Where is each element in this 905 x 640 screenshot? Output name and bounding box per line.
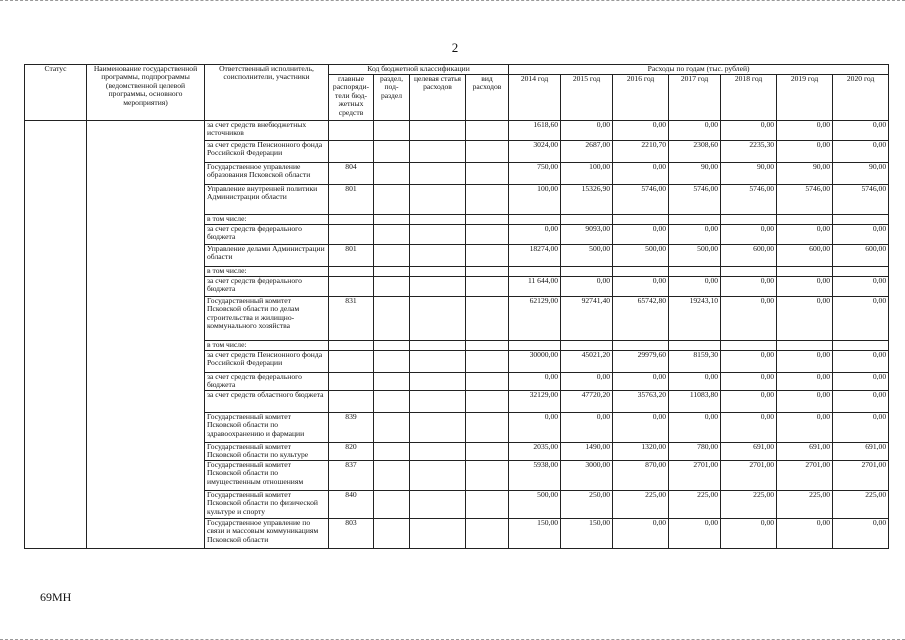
expense-value-cell: 0,00 (669, 225, 721, 245)
empty-code-cell (374, 121, 410, 141)
expense-value-cell: 19243,10 (669, 297, 721, 341)
expense-value-cell: 0,00 (777, 351, 833, 373)
empty-code-cell (466, 351, 509, 373)
expense-value-cell: 2701,00 (833, 461, 889, 491)
header-code-type: вид расходов (466, 75, 509, 121)
empty-code-cell (466, 185, 509, 215)
header-year-2020: 2020 год (833, 75, 889, 121)
expense-value-cell: 0,00 (669, 121, 721, 141)
expense-value-cell: 0,00 (561, 121, 613, 141)
empty-code-cell (410, 461, 466, 491)
expense-value-cell: 15326,90 (561, 185, 613, 215)
expense-value-cell: 5746,00 (613, 185, 669, 215)
expense-value-cell: 1618,60 (509, 121, 561, 141)
empty-code-cell (410, 341, 466, 351)
expense-value-cell: 780,00 (669, 443, 721, 461)
budget-code-cell: 839 (329, 413, 374, 443)
empty-code-cell (466, 163, 509, 185)
expense-value-cell: 225,00 (669, 491, 721, 519)
expense-value-cell: 0,00 (561, 413, 613, 443)
expense-value-cell: 0,00 (509, 225, 561, 245)
expense-value-cell: 2308,60 (669, 141, 721, 163)
expense-value-cell: 0,00 (833, 225, 889, 245)
header-name: Наименование государственной программы, подпрограммы (ведомственной целевой программы, основного мероприятия) (87, 65, 205, 121)
budget-table (24, 64, 889, 549)
expense-value-cell (561, 341, 613, 351)
expense-value-cell (721, 215, 777, 225)
expense-value-cell (777, 341, 833, 351)
expense-value-cell (613, 215, 669, 225)
expense-value-cell: 0,00 (561, 373, 613, 391)
expense-value-cell: 5938,00 (509, 461, 561, 491)
expense-value-cell (669, 267, 721, 277)
budget-code-cell (329, 391, 374, 413)
header-status: Статус (25, 65, 87, 121)
responsible-cell: Государственный комитет Псковской области по здравоохранению и фармации (205, 413, 329, 443)
expense-value-cell: 100,00 (561, 163, 613, 185)
empty-code-cell (374, 141, 410, 163)
expense-value-cell (721, 341, 777, 351)
scan-bottom-edge (0, 634, 905, 640)
expense-value-cell: 0,00 (833, 413, 889, 443)
budget-code-cell (329, 121, 374, 141)
header-year-2016: 2016 год (613, 75, 669, 121)
expense-value-cell: 0,00 (777, 373, 833, 391)
budget-code-cell (329, 267, 374, 277)
empty-code-cell (410, 351, 466, 373)
expense-value-cell: 0,00 (721, 373, 777, 391)
scan-top-edge (0, 0, 905, 6)
expense-value-cell: 500,00 (509, 491, 561, 519)
expense-value-cell: 2701,00 (777, 461, 833, 491)
empty-code-cell (466, 245, 509, 267)
empty-code-cell (374, 163, 410, 185)
expense-value-cell: 600,00 (833, 245, 889, 267)
expense-value-cell: 225,00 (777, 491, 833, 519)
expense-value-cell: 0,00 (721, 121, 777, 141)
expense-value-cell: 90,00 (721, 163, 777, 185)
expense-value-cell: 500,00 (669, 245, 721, 267)
header-year-2017: 2017 год (669, 75, 721, 121)
expense-value-cell: 691,00 (777, 443, 833, 461)
empty-code-cell (374, 245, 410, 267)
expense-value-cell: 3024,00 (509, 141, 561, 163)
expense-value-cell: 0,00 (833, 391, 889, 413)
expense-value-cell: 0,00 (613, 413, 669, 443)
expense-value-cell: 2210,70 (613, 141, 669, 163)
expense-value-cell: 0,00 (777, 297, 833, 341)
expense-value-cell: 62129,00 (509, 297, 561, 341)
expense-value-cell: 0,00 (833, 277, 889, 297)
empty-code-cell (466, 341, 509, 351)
expense-value-cell: 65742,80 (613, 297, 669, 341)
program-name-cell (87, 121, 205, 549)
expense-value-cell: 32129,00 (509, 391, 561, 413)
expense-value-cell: 600,00 (777, 245, 833, 267)
expense-value-cell: 100,00 (509, 185, 561, 215)
expense-value-cell: 0,00 (777, 413, 833, 443)
empty-code-cell (466, 225, 509, 245)
expense-value-cell: 0,00 (833, 519, 889, 549)
empty-code-cell (410, 225, 466, 245)
expense-value-cell: 2035,00 (509, 443, 561, 461)
expense-value-cell: 18274,00 (509, 245, 561, 267)
empty-code-cell (410, 163, 466, 185)
expense-value-cell: 0,00 (561, 277, 613, 297)
status-cell (25, 121, 87, 549)
expense-value-cell: 0,00 (777, 121, 833, 141)
expense-value-cell: 0,00 (721, 413, 777, 443)
expense-value-cell: 90,00 (669, 163, 721, 185)
expense-value-cell (721, 267, 777, 277)
expense-value-cell: 250,00 (561, 491, 613, 519)
expense-value-cell: 0,00 (721, 277, 777, 297)
budget-code-cell: 831 (329, 297, 374, 341)
expense-value-cell (613, 267, 669, 277)
header-year-2019: 2019 год (777, 75, 833, 121)
empty-code-cell (410, 121, 466, 141)
budget-code-cell (329, 351, 374, 373)
empty-code-cell (410, 141, 466, 163)
expense-value-cell: 225,00 (833, 491, 889, 519)
responsible-cell: Государственный комитет Псковской области по культуре (205, 443, 329, 461)
expense-value-cell: 0,00 (613, 373, 669, 391)
budget-code-cell: 801 (329, 185, 374, 215)
empty-code-cell (466, 141, 509, 163)
budget-code-cell: 803 (329, 519, 374, 549)
expense-value-cell: 0,00 (721, 391, 777, 413)
empty-code-cell (410, 185, 466, 215)
expense-value-cell: 0,00 (669, 277, 721, 297)
expense-value-cell: 2701,00 (669, 461, 721, 491)
expense-value-cell (833, 215, 889, 225)
empty-code-cell (410, 277, 466, 297)
empty-code-cell (374, 413, 410, 443)
empty-code-cell (374, 225, 410, 245)
budget-code-cell (329, 341, 374, 351)
empty-code-cell (410, 443, 466, 461)
expense-value-cell: 150,00 (509, 519, 561, 549)
expense-value-cell: 0,00 (833, 297, 889, 341)
expense-value-cell (509, 215, 561, 225)
responsible-cell: за счет средств Пенсионного фонда Российской Федерации (205, 141, 329, 163)
expense-value-cell: 2687,00 (561, 141, 613, 163)
expense-value-cell (509, 341, 561, 351)
expense-value-cell: 225,00 (613, 491, 669, 519)
expense-value-cell: 0,00 (669, 519, 721, 549)
expense-value-cell (669, 215, 721, 225)
expense-value-cell (833, 341, 889, 351)
budget-code-cell (329, 215, 374, 225)
empty-code-cell (410, 391, 466, 413)
empty-code-cell (374, 341, 410, 351)
empty-code-cell (374, 351, 410, 373)
responsible-cell: за счет средств федерального бюджета (205, 277, 329, 297)
expense-value-cell: 0,00 (669, 373, 721, 391)
empty-code-cell (374, 185, 410, 215)
responsible-cell: Государственный комитет Псковской области по имущественным отношениям (205, 461, 329, 491)
expense-value-cell: 5746,00 (721, 185, 777, 215)
expense-value-cell: 90,00 (833, 163, 889, 185)
responsible-cell: Управление внутренней политики Администрации области (205, 185, 329, 215)
expense-value-cell: 1320,00 (613, 443, 669, 461)
expense-value-cell: 0,00 (509, 373, 561, 391)
empty-code-cell (466, 277, 509, 297)
expense-value-cell: 29979,60 (613, 351, 669, 373)
expense-value-cell: 600,00 (721, 245, 777, 267)
expense-value-cell: 0,00 (777, 225, 833, 245)
empty-code-cell (466, 491, 509, 519)
expense-value-cell (561, 215, 613, 225)
empty-code-cell (374, 461, 410, 491)
expense-value-cell: 2701,00 (721, 461, 777, 491)
expense-value-cell (833, 267, 889, 277)
expense-value-cell: 8159,30 (669, 351, 721, 373)
responsible-cell: Управление делами Администрации области (205, 245, 329, 267)
budget-code-cell (329, 373, 374, 391)
expense-value-cell: 0,00 (721, 351, 777, 373)
expense-value-cell: 0,00 (669, 413, 721, 443)
expense-value-cell: 0,00 (613, 121, 669, 141)
expense-value-cell: 5746,00 (777, 185, 833, 215)
empty-code-cell (466, 373, 509, 391)
expense-value-cell: 0,00 (721, 297, 777, 341)
expense-value-cell: 5746,00 (669, 185, 721, 215)
budget-code-cell (329, 225, 374, 245)
expense-value-cell: 0,00 (777, 141, 833, 163)
header-year-2014: 2014 год (509, 75, 561, 121)
expense-value-cell (561, 267, 613, 277)
empty-code-cell (410, 297, 466, 341)
empty-code-cell (374, 391, 410, 413)
expense-value-cell (777, 215, 833, 225)
table-row (25, 121, 889, 141)
expense-value-cell: 500,00 (613, 245, 669, 267)
expense-value-cell: 0,00 (777, 277, 833, 297)
expense-value-cell: 870,00 (613, 461, 669, 491)
expense-value-cell: 0,00 (777, 519, 833, 549)
empty-code-cell (410, 491, 466, 519)
expense-value-cell: 47720,20 (561, 391, 613, 413)
header-year-2015: 2015 год (561, 75, 613, 121)
expense-value-cell: 45021,20 (561, 351, 613, 373)
header-code-main: главные распоряди-тели бюд-жетных средств (329, 75, 374, 121)
budget-code-cell (329, 277, 374, 297)
empty-code-cell (410, 519, 466, 549)
expense-value-cell: 0,00 (613, 277, 669, 297)
empty-code-cell (410, 215, 466, 225)
page-number: 2 (451, 40, 459, 55)
empty-code-cell (466, 461, 509, 491)
empty-code-cell (374, 215, 410, 225)
responsible-cell: в том числе: (205, 215, 329, 225)
expense-value-cell: 0,00 (613, 225, 669, 245)
expense-value-cell: 225,00 (721, 491, 777, 519)
expense-value-cell: 691,00 (721, 443, 777, 461)
responsible-cell: за счет средств федерального бюджета (205, 225, 329, 245)
expense-value-cell: 35763,20 (613, 391, 669, 413)
responsible-cell: Государственный комитет Псковской области по физической культуре и спорту (205, 491, 329, 519)
budget-code-cell: 837 (329, 461, 374, 491)
empty-code-cell (374, 297, 410, 341)
responsible-cell: за счет средств федерального бюджета (205, 373, 329, 391)
budget-code-cell: 820 (329, 443, 374, 461)
header-budget-code: Код бюджетной классификации (329, 65, 509, 75)
expense-value-cell: 0,00 (721, 519, 777, 549)
responsible-cell: Государственное управление по связи и массовым коммуникациям Псковской области (205, 519, 329, 549)
expense-value-cell: 5746,00 (833, 185, 889, 215)
empty-code-cell (466, 443, 509, 461)
expense-value-cell: 90,00 (777, 163, 833, 185)
expense-value-cell: 0,00 (777, 391, 833, 413)
header-year-2018: 2018 год (721, 75, 777, 121)
responsible-cell: Государственное управление образования Псковской области (205, 163, 329, 185)
empty-code-cell (466, 215, 509, 225)
responsible-cell: за счет средств областного бюджета (205, 391, 329, 413)
expense-value-cell: 0,00 (509, 413, 561, 443)
budget-code-cell (329, 141, 374, 163)
header-responsible: Ответственный исполнитель, соисполнители, участники (205, 65, 329, 121)
expense-value-cell (509, 267, 561, 277)
empty-code-cell (374, 373, 410, 391)
expense-value-cell: 30000,00 (509, 351, 561, 373)
expense-value-cell: 500,00 (561, 245, 613, 267)
expense-value-cell: 9093,00 (561, 225, 613, 245)
expense-value-cell: 1490,00 (561, 443, 613, 461)
empty-code-cell (374, 443, 410, 461)
budget-code-cell: 804 (329, 163, 374, 185)
empty-code-cell (466, 267, 509, 277)
expense-value-cell: 2235,30 (721, 141, 777, 163)
empty-code-cell (374, 491, 410, 519)
empty-code-cell (466, 391, 509, 413)
expense-value-cell: 750,00 (509, 163, 561, 185)
responsible-cell: в том числе: (205, 267, 329, 277)
expense-value-cell (669, 341, 721, 351)
empty-code-cell (410, 413, 466, 443)
footer-code: 69МН (40, 590, 72, 604)
empty-code-cell (374, 267, 410, 277)
expense-value-cell (613, 341, 669, 351)
expense-value-cell: 0,00 (721, 225, 777, 245)
expense-value-cell: 0,00 (833, 373, 889, 391)
expense-value-cell: 150,00 (561, 519, 613, 549)
empty-code-cell (374, 519, 410, 549)
expense-value-cell: 11083,80 (669, 391, 721, 413)
empty-code-cell (466, 297, 509, 341)
expense-value-cell: 11 644,00 (509, 277, 561, 297)
empty-code-cell (466, 519, 509, 549)
responsible-cell: за счет средств внебюджетных источников (205, 121, 329, 141)
expense-value-cell: 92741,40 (561, 297, 613, 341)
expense-value-cell: 0,00 (613, 519, 669, 549)
empty-code-cell (410, 373, 466, 391)
budget-code-cell: 840 (329, 491, 374, 519)
expense-value-cell: 691,00 (833, 443, 889, 461)
header-code-target: целевая статья расходов (410, 75, 466, 121)
expense-value-cell: 0,00 (613, 163, 669, 185)
empty-code-cell (466, 413, 509, 443)
header-expenses: Расходы по годам (тыс. рублей) (509, 65, 889, 75)
budget-code-cell: 801 (329, 245, 374, 267)
expense-value-cell: 0,00 (833, 141, 889, 163)
empty-code-cell (374, 277, 410, 297)
responsible-cell: в том числе: (205, 341, 329, 351)
responsible-cell: Государственный комитет Псковской области по делам строительства и жилищно-коммунального хозяйства (205, 297, 329, 341)
header-code-section: раздел, под-раздел (374, 75, 410, 121)
expense-value-cell: 0,00 (833, 121, 889, 141)
empty-code-cell (466, 121, 509, 141)
expense-value-cell: 0,00 (833, 351, 889, 373)
responsible-cell: за счет средств Пенсионного фонда Российской Федерации (205, 351, 329, 373)
expense-value-cell (777, 267, 833, 277)
empty-code-cell (410, 245, 466, 267)
expense-value-cell: 3000,00 (561, 461, 613, 491)
empty-code-cell (410, 267, 466, 277)
